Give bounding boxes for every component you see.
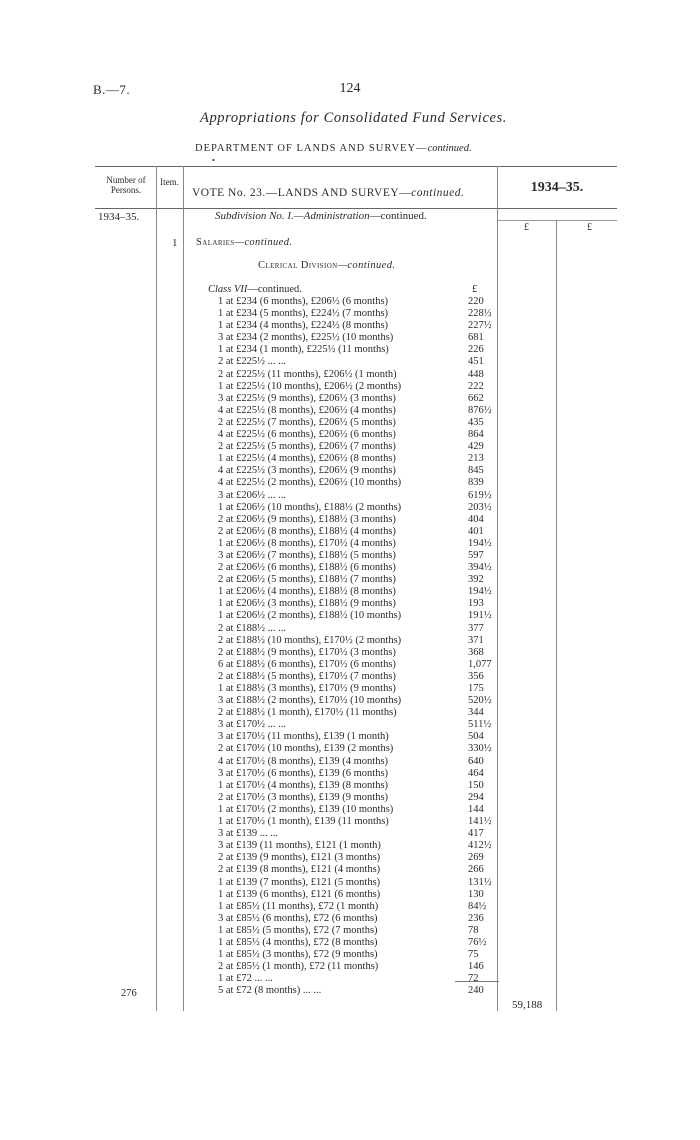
table-row bbox=[218, 296, 498, 308]
class-heading bbox=[208, 284, 302, 295]
row-description: 4 at £225½ (8 months), £206½ (4 months) bbox=[218, 404, 396, 416]
row-description: 1 at £85½ (5 months), £72 (7 months) bbox=[218, 924, 378, 936]
table-row bbox=[218, 731, 498, 743]
row-amount: 839 bbox=[468, 477, 484, 489]
row-description: 2 at £188½ (5 months), £170½ (7 months) bbox=[218, 670, 396, 682]
row-description: 1 at £170½ (1 month), £139 (11 months) bbox=[218, 816, 389, 828]
class-continued: —continued. bbox=[247, 284, 302, 295]
row-description: 1 at £85½ (11 months), £72 (1 month) bbox=[218, 900, 379, 912]
item-number: 1 bbox=[172, 237, 178, 249]
row-description: 1 at £85½ (3 months), £72 (9 months) bbox=[218, 949, 378, 961]
row-amount: 448 bbox=[468, 368, 484, 380]
table-row bbox=[218, 598, 498, 610]
header-item: Item. bbox=[160, 177, 179, 187]
row-description: 2 at £188½ (1 month), £170½ (11 months) bbox=[218, 707, 397, 719]
col-divider-amount bbox=[556, 220, 557, 1011]
row-description: 3 at £234 (2 months), £225½ (10 months) bbox=[218, 332, 394, 344]
row-amount: 141½ bbox=[468, 816, 492, 828]
table-row bbox=[218, 356, 498, 368]
table-row bbox=[218, 961, 498, 973]
row-amount: 226 bbox=[468, 344, 484, 356]
row-amount: 392 bbox=[468, 574, 484, 586]
row-amount: 194½ bbox=[468, 537, 492, 549]
row-description: 5 at £72 (8 months) ... ... bbox=[218, 985, 322, 997]
row-amount: 429 bbox=[468, 441, 484, 453]
row-amount: 144 bbox=[468, 803, 484, 815]
vote-continued: continued. bbox=[411, 187, 465, 199]
subdivision-label: Subdivision No. I.—Administration bbox=[215, 210, 370, 222]
vote-heading bbox=[192, 187, 464, 199]
table-row bbox=[218, 477, 498, 489]
table-row bbox=[218, 405, 498, 417]
header-year: 1934–35. bbox=[530, 180, 584, 195]
clerical-heading bbox=[258, 260, 395, 271]
row-description: 2 at £225½ ... ... bbox=[218, 356, 286, 368]
row-description: 2 at £225½ (11 months), £206½ (1 month) bbox=[218, 368, 397, 380]
row-amount: 520½ bbox=[468, 695, 492, 707]
row-amount: 377 bbox=[468, 622, 484, 634]
row-amount: 76½ bbox=[468, 936, 487, 948]
subdivision-heading bbox=[215, 210, 427, 222]
row-description: 1 at £170½ (4 months), £139 (8 months) bbox=[218, 779, 389, 791]
table-row bbox=[218, 610, 498, 622]
persons-total: 276 bbox=[121, 988, 137, 999]
row-description: 3 at £206½ (7 months), £188½ (5 months) bbox=[218, 549, 396, 561]
table-row bbox=[218, 623, 498, 635]
department-continued: continued. bbox=[427, 143, 472, 154]
page-number: 124 bbox=[339, 81, 361, 96]
row-amount: 464 bbox=[468, 767, 484, 779]
row-description: 2 at £206½ (6 months), £188½ (6 months) bbox=[218, 562, 396, 574]
table-row bbox=[218, 586, 498, 598]
pound-sign-col1: £ bbox=[524, 222, 529, 233]
row-description: 1 at £139 (7 months), £121 (5 months) bbox=[218, 876, 381, 888]
row-description: 1 at £234 (4 months), £224½ (8 months) bbox=[218, 320, 389, 332]
row-description: 2 at £170½ (3 months), £139 (9 months) bbox=[218, 791, 389, 803]
row-amount: 876½ bbox=[468, 404, 492, 416]
table-row bbox=[218, 308, 498, 320]
row-amount: 191½ bbox=[468, 610, 492, 622]
row-description: 1 at £206½ (8 months), £170½ (4 months) bbox=[218, 537, 396, 549]
row-amount: 681 bbox=[468, 332, 484, 344]
row-amount: 78 bbox=[468, 924, 479, 936]
row-description: 2 at £139 (9 months), £121 (3 months) bbox=[218, 852, 381, 864]
row-amount: 146 bbox=[468, 961, 484, 973]
row-amount: 662 bbox=[468, 392, 484, 404]
subdivision-continued: —continued. bbox=[369, 210, 427, 222]
table-row bbox=[218, 756, 498, 768]
table-row bbox=[218, 465, 498, 477]
row-amount: 371 bbox=[468, 634, 484, 646]
table-row bbox=[218, 429, 498, 441]
row-description: 2 at £206½ (9 months), £188½ (3 months) bbox=[218, 513, 396, 525]
row-amount: 84½ bbox=[468, 900, 487, 912]
table-row bbox=[218, 949, 498, 961]
salary-rows bbox=[218, 296, 498, 997]
department-name: DEPARTMENT OF LANDS AND SURVEY— bbox=[195, 143, 428, 154]
row-amount: 504 bbox=[468, 731, 484, 743]
table-row bbox=[218, 526, 498, 538]
row-amount: 330½ bbox=[468, 743, 492, 755]
col-divider-item bbox=[183, 166, 184, 1011]
row-description: 2 at £188½ (9 months), £170½ (3 months) bbox=[218, 646, 396, 658]
row-description: 2 at £170½ (10 months), £139 (2 months) bbox=[218, 743, 394, 755]
row-description: 4 at £225½ (6 months), £206½ (6 months) bbox=[218, 429, 396, 441]
salaries-continued: —continued. bbox=[234, 237, 293, 248]
header-bottom-rule bbox=[95, 208, 617, 209]
row-description: 2 at £225½ (5 months), £206½ (7 months) bbox=[218, 441, 396, 453]
table-row bbox=[218, 417, 498, 429]
row-description: 3 at £170½ ... ... bbox=[218, 719, 286, 731]
table-row bbox=[218, 695, 498, 707]
row-description: 6 at £188½ (6 months), £170½ (6 months) bbox=[218, 658, 396, 670]
table-row bbox=[218, 852, 498, 864]
table-row bbox=[218, 441, 498, 453]
table-row bbox=[218, 332, 498, 344]
stray-dot: • bbox=[212, 156, 215, 165]
row-amount: 203½ bbox=[468, 501, 492, 513]
table-row bbox=[218, 369, 498, 381]
row-description: 1 at £170½ (2 months), £139 (10 months) bbox=[218, 803, 394, 815]
pound-sign-col2: £ bbox=[587, 222, 592, 233]
clerical-continued: —continued. bbox=[337, 260, 396, 271]
table-row bbox=[218, 768, 498, 780]
table-row bbox=[218, 671, 498, 683]
row-amount: 72 bbox=[468, 973, 479, 985]
table-row bbox=[218, 659, 498, 671]
table-row bbox=[218, 550, 498, 562]
row-description: 3 at £170½ (6 months), £139 (6 months) bbox=[218, 767, 389, 779]
table-row bbox=[218, 937, 498, 949]
table-row bbox=[218, 707, 498, 719]
table-row bbox=[218, 780, 498, 792]
row-amount: 368 bbox=[468, 646, 484, 658]
table-row bbox=[218, 393, 498, 405]
row-amount: 417 bbox=[468, 828, 484, 840]
salaries-label: Salaries bbox=[196, 237, 235, 248]
table-row bbox=[218, 635, 498, 647]
row-amount: 404 bbox=[468, 513, 484, 525]
row-description: 3 at £139 ... ... bbox=[218, 828, 279, 840]
row-description: 3 at £188½ (2 months), £170½ (10 months) bbox=[218, 695, 402, 707]
table-row bbox=[218, 719, 498, 731]
row-amount: 864 bbox=[468, 429, 484, 441]
year-col-rule bbox=[498, 220, 617, 221]
row-description: 3 at £85½ (6 months), £72 (6 months) bbox=[218, 912, 378, 924]
row-description: 3 at £170½ (11 months), £139 (1 month) bbox=[218, 731, 389, 743]
table-row bbox=[218, 647, 498, 659]
row-amount: 236 bbox=[468, 912, 484, 924]
row-amount: 845 bbox=[468, 465, 484, 477]
table-row bbox=[218, 889, 498, 901]
row-amount: 294 bbox=[468, 791, 484, 803]
row-description: 3 at £139 (11 months), £121 (1 month) bbox=[218, 840, 381, 852]
table-row bbox=[218, 985, 498, 997]
row-amount: 1,077 bbox=[468, 658, 492, 670]
row-description: 3 at £225½ (9 months), £206½ (3 months) bbox=[218, 392, 396, 404]
table-row bbox=[218, 514, 498, 526]
row-amount: 344 bbox=[468, 707, 484, 719]
table-row bbox=[218, 453, 498, 465]
clerical-label: Clerical Division bbox=[258, 260, 338, 271]
row-amount: 412½ bbox=[468, 840, 492, 852]
row-description: 1 at £206½ (3 months), £188½ (9 months) bbox=[218, 598, 396, 610]
table-top-rule bbox=[95, 166, 617, 167]
row-description: 2 at £206½ (8 months), £188½ (4 months) bbox=[218, 525, 396, 537]
table-row bbox=[218, 562, 498, 574]
table-row bbox=[218, 574, 498, 586]
table-row bbox=[218, 344, 498, 356]
page-title: Appropriations for Consolidated Fund Services. bbox=[200, 110, 507, 126]
row-amount: 213 bbox=[468, 453, 484, 465]
row-amount: 222 bbox=[468, 380, 484, 392]
table-row bbox=[218, 877, 498, 889]
amount-pound-sign: £ bbox=[472, 284, 478, 295]
row-description: 2 at £188½ (10 months), £170½ (2 months) bbox=[218, 634, 402, 646]
row-amount: 228½ bbox=[468, 308, 492, 320]
row-description: 2 at £139 (8 months), £121 (4 months) bbox=[218, 864, 381, 876]
salaries-heading bbox=[196, 237, 292, 248]
row-amount: 597 bbox=[468, 549, 484, 561]
row-amount: 175 bbox=[468, 683, 484, 694]
row-description: 1 at £85½ (4 months), £72 (8 months) bbox=[218, 936, 378, 948]
row-amount: 130 bbox=[468, 888, 484, 900]
row-description: 2 at £225½ (7 months), £206½ (5 months) bbox=[218, 416, 396, 428]
row-amount: 640 bbox=[468, 755, 484, 767]
row-amount: 220 bbox=[468, 296, 484, 307]
row-amount: 269 bbox=[468, 852, 484, 864]
table-row bbox=[218, 490, 498, 502]
row-amount: 240 bbox=[468, 985, 484, 997]
table-row bbox=[218, 792, 498, 804]
table-row bbox=[218, 864, 498, 876]
table-row bbox=[218, 901, 498, 913]
page-reference: B.—7. bbox=[93, 82, 131, 97]
row-amount: 266 bbox=[468, 864, 484, 876]
row-description: 1 at £234 (5 months), £224½ (7 months) bbox=[218, 308, 389, 320]
row-amount: 435 bbox=[468, 416, 484, 428]
table-row bbox=[218, 840, 498, 852]
table-row bbox=[218, 320, 498, 332]
row-amount: 131½ bbox=[468, 876, 492, 888]
header-persons: Number of Persons. bbox=[106, 175, 146, 195]
department-heading bbox=[195, 143, 472, 154]
row-amount: 193 bbox=[468, 598, 484, 610]
row-description: 1 at £188½ (3 months), £170½ (9 months) bbox=[218, 683, 396, 694]
table-row bbox=[218, 683, 498, 695]
row-description: 2 at £188½ ... ... bbox=[218, 622, 286, 634]
table-row bbox=[218, 743, 498, 755]
table-row bbox=[218, 816, 498, 828]
row-amount: 227½ bbox=[468, 320, 492, 332]
row-description: 1 at £225½ (4 months), £206½ (8 months) bbox=[218, 453, 396, 465]
row-description: 4 at £225½ (2 months), £206½ (10 months) bbox=[218, 477, 402, 489]
row-description: 1 at £139 (6 months), £121 (6 months) bbox=[218, 888, 381, 900]
row-description: 1 at £72 ... ... bbox=[218, 973, 273, 985]
row-description: 2 at £206½ (5 months), £188½ (7 months) bbox=[218, 574, 396, 586]
table-row bbox=[218, 828, 498, 840]
persons-year: 1934–35. bbox=[98, 211, 140, 223]
row-description: 1 at £206½ (10 months), £188½ (2 months) bbox=[218, 501, 402, 513]
grand-total: 59,188 bbox=[512, 999, 543, 1011]
table-row bbox=[218, 925, 498, 937]
class-label: Class VII bbox=[208, 284, 248, 295]
row-amount: 75 bbox=[468, 949, 479, 961]
table-row bbox=[218, 804, 498, 816]
row-description: 1 at £234 (6 months), £206½ (6 months) bbox=[218, 296, 389, 307]
table-row bbox=[218, 538, 498, 550]
row-amount: 150 bbox=[468, 779, 484, 791]
row-description: 4 at £225½ (3 months), £206½ (9 months) bbox=[218, 465, 396, 477]
row-description: 3 at £206½ ... ... bbox=[218, 489, 286, 501]
row-amount: 194½ bbox=[468, 586, 492, 598]
table-row bbox=[218, 381, 498, 393]
row-description: 1 at £234 (1 month), £225½ (11 months) bbox=[218, 344, 389, 356]
row-description: 4 at £170½ (8 months), £139 (4 months) bbox=[218, 755, 389, 767]
table-row bbox=[218, 913, 498, 925]
row-description: 1 at £206½ (4 months), £188½ (8 months) bbox=[218, 586, 396, 598]
row-amount: 401 bbox=[468, 525, 484, 537]
table-row bbox=[218, 502, 498, 514]
row-amount: 394½ bbox=[468, 562, 492, 574]
row-amount: 356 bbox=[468, 670, 484, 682]
vote-title: VOTE No. 23.—LANDS AND SURVEY— bbox=[192, 187, 412, 199]
row-description: 1 at £225½ (10 months), £206½ (2 months) bbox=[218, 380, 402, 392]
row-amount: 619½ bbox=[468, 489, 492, 501]
row-amount: 451 bbox=[468, 356, 484, 368]
row-amount: 511½ bbox=[468, 719, 492, 731]
row-description: 2 at £85½ (1 month), £72 (11 months) bbox=[218, 961, 379, 973]
table-row bbox=[218, 973, 498, 985]
row-description: 1 at £206½ (2 months), £188½ (10 months) bbox=[218, 610, 402, 622]
col-divider-persons bbox=[156, 166, 157, 1011]
